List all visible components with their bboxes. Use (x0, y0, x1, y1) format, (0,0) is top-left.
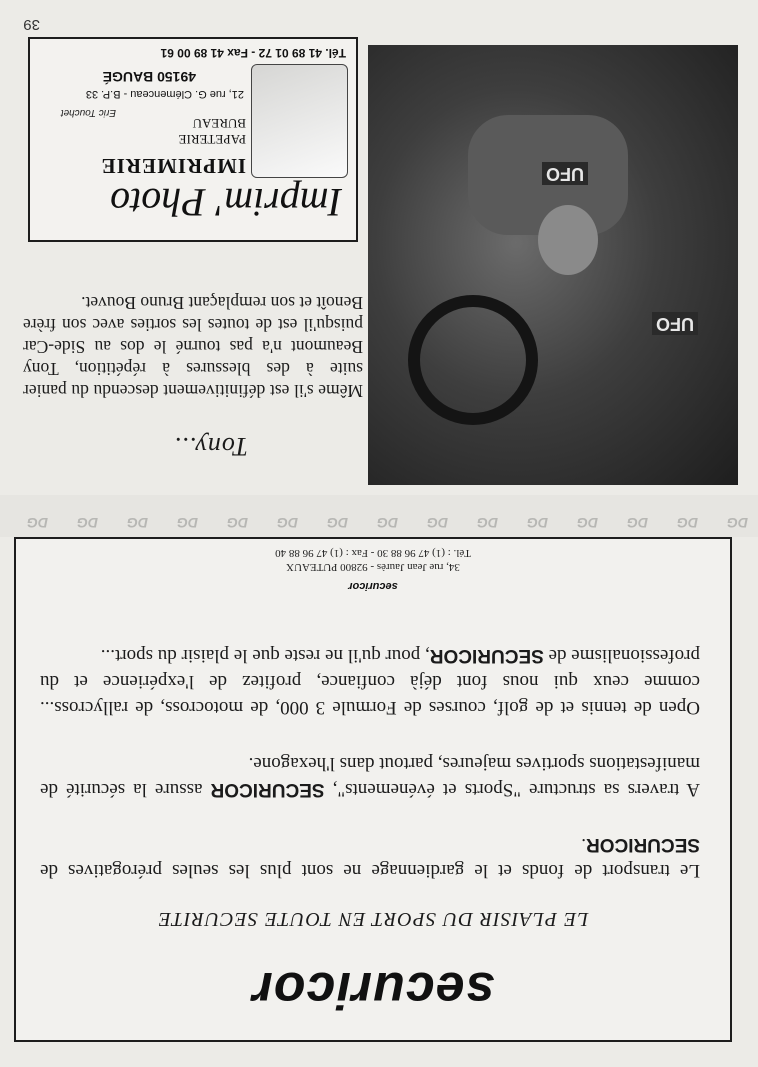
ad-paragraph-1 (40, 831, 700, 883)
watermark-dg: DG (27, 515, 48, 531)
ad-address: 34, rue Jean Jaurès - 92800 PUTEAUX (286, 561, 460, 573)
watermark-dg: DG (627, 515, 648, 531)
ad-paragraph-2-text: A travers sa structure "Sports et événements", (324, 779, 700, 800)
imprim-photo-advertisement (28, 37, 358, 242)
ad-paragraph-1-end: . (581, 834, 586, 855)
watermark-dg: DG (227, 515, 248, 531)
watermark-dg: DG (177, 515, 198, 531)
watermark-strip (0, 495, 758, 537)
watermark-dg: DG (727, 515, 748, 531)
watermark-dg: DG (377, 515, 398, 531)
ad-paragraph-2-brand: SECURICOR (210, 779, 325, 800)
sidecar-racer-photo (368, 45, 738, 485)
ad-paragraph-1-text: Le transport de fonds et le gardiennage ne sont plus les seules prérogatives de (40, 860, 700, 881)
imprim-signer: Eric Touchet (60, 107, 116, 118)
tony-heading: Tony... (173, 432, 248, 461)
watermark-dg: DG (527, 515, 548, 531)
photo-helmet (538, 205, 598, 275)
watermark-dg: DG (677, 515, 698, 531)
page-number: 39 (23, 16, 40, 33)
imprim-line-bureau: BUREAU (192, 116, 246, 131)
watermark-dg: DG (127, 515, 148, 531)
imprim-street: 21, rue G. Clémenceau - B.P. 33 (85, 88, 244, 100)
ad-phone: Tél. : (1) 47 96 88 30 - Fax : (1) 47 96 88 40 (275, 547, 471, 559)
watermark-dg: DG (277, 515, 298, 531)
cartoon-illustration (251, 64, 348, 178)
ad-paragraph-3-text: Open de tennis et de golf, courses de Formule 3 000, de motocross, de rallycross... comme ceux qui nous font déjà confiance, profitez de l'expérience et du professionalisme de (40, 645, 700, 718)
securicor-advertisement (14, 537, 732, 1042)
tony-paragraph: Même s'il est définitivement descendu du panier suite à des blessures à répétition, Tony Beaumont n'a pas tourné le dos au Side-Car puisqu'il est de toutes les sorties avec son frère Benoît et son remplaçant Bruno Bouvet. (23, 293, 363, 401)
ad-paragraph-3-end: , pour qu'il ne reste que le plaisir du sport... (100, 645, 430, 666)
watermark-dg: DG (577, 515, 598, 531)
watermark-dg: DG (77, 515, 98, 531)
watermark-dg: DG (427, 515, 448, 531)
imprim-line-papeterie: PAPETERIE (178, 132, 246, 147)
securicor-small-logo: securicor (348, 580, 398, 592)
ad-slogan: LE PLAISIR DU SPORT EN TOUTE SECURITE (157, 908, 589, 930)
photo-sponsor-tag: UFO (542, 162, 588, 185)
ad-contact (16, 546, 730, 574)
watermark-dg: DG (327, 515, 348, 531)
ad-paragraph-2-end: assure la sécurité de manifestations sportives majeures, partout dans l'hexagone. (40, 753, 700, 800)
photo-wheel (408, 295, 538, 425)
securicor-logo: securicor (251, 961, 495, 1019)
watermark-dg: DG (477, 515, 498, 531)
imprim-script-logo: Imprim' Photo (110, 180, 342, 225)
ad-paragraph-3 (40, 642, 700, 720)
imprim-phone: Tél. 41 89 01 72 - Fax 41 89 00 61 (160, 46, 346, 60)
ad-paragraph-2 (40, 750, 700, 802)
imprim-name: IMPRIMERIE (100, 154, 246, 178)
ad-paragraph-3-brand: SECURICOR (429, 645, 544, 666)
photo-sponsor-tag: UFO (652, 312, 698, 335)
ad-paragraph-1-brand: SECURICOR (585, 834, 700, 855)
imprim-city: 49150 BAUGÉ (102, 69, 196, 85)
